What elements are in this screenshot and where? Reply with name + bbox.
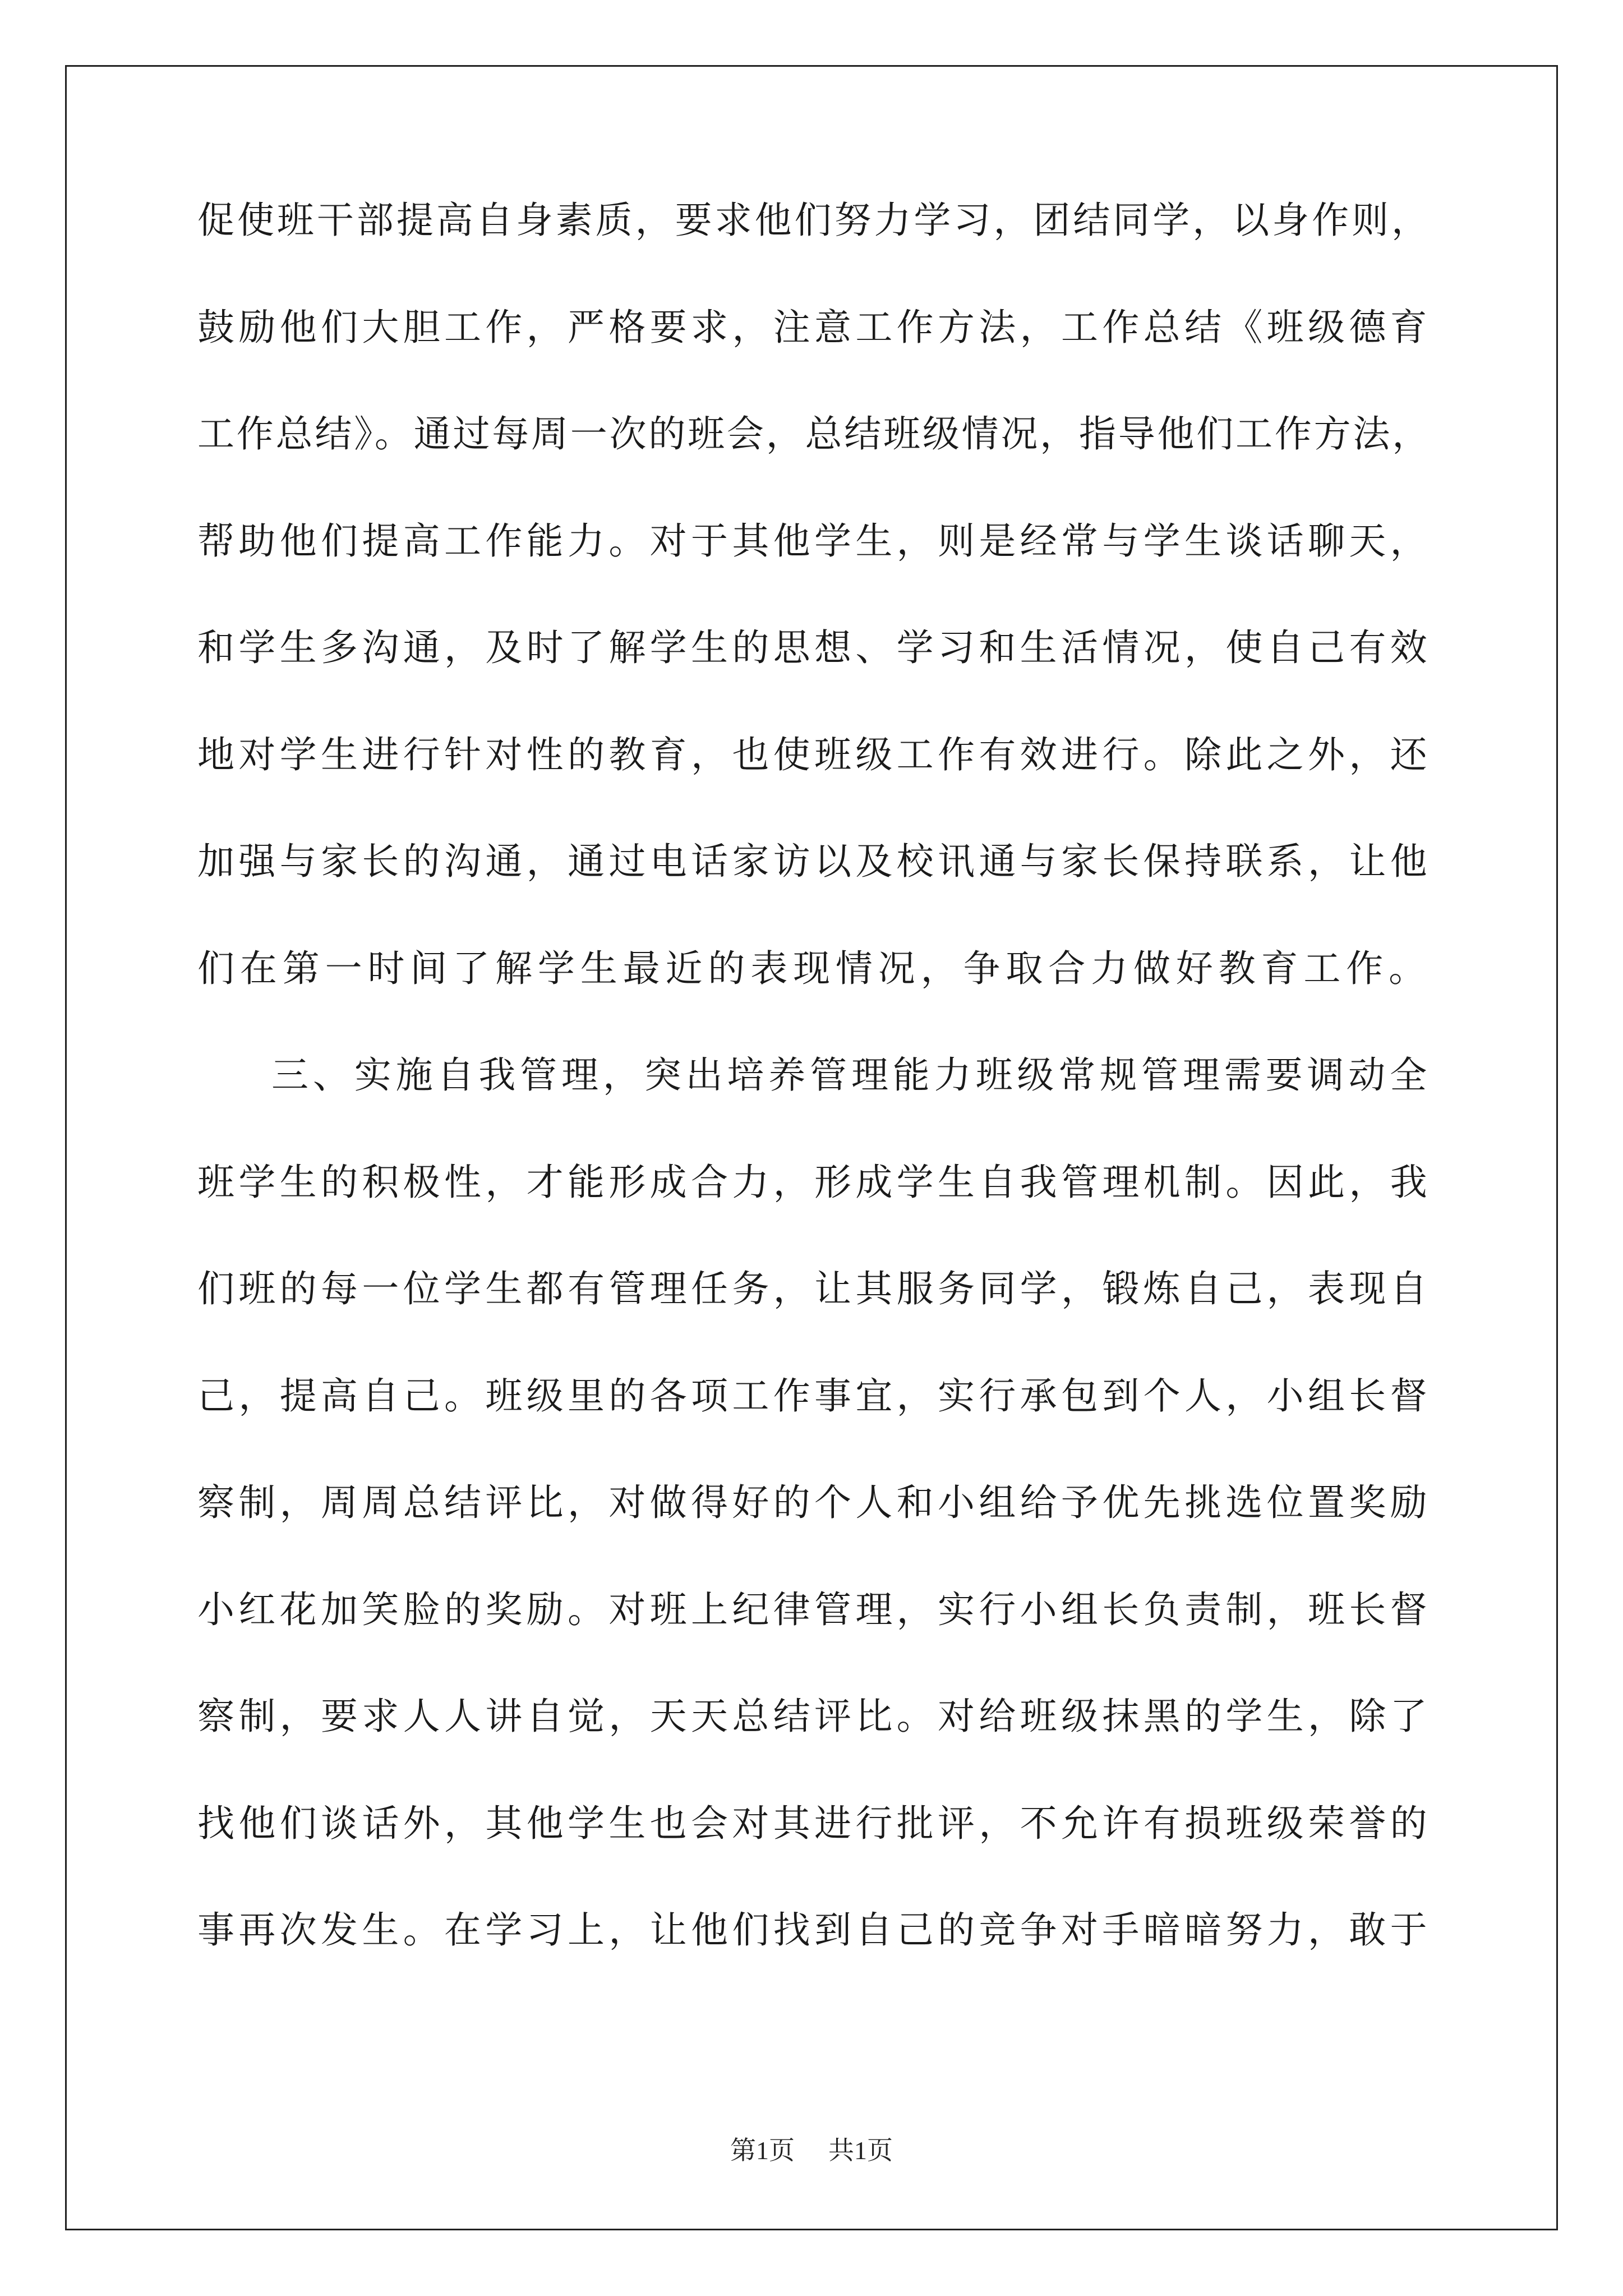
text-line-content: 鼓励他们大胆工作，严格要求，注意工作方法，工作总结《班级德育 xyxy=(197,305,1431,349)
text-line-content: 们在第一时间了解学生最近的表现情况，争取合力做好教育工作。 xyxy=(197,946,1431,990)
text-line xyxy=(197,1267,1431,1378)
text-line xyxy=(197,946,1431,1057)
text-line-content: 察制，要求人人讲自觉，天天总结评比。对给班级抹黑的学生，除了 xyxy=(197,1695,1431,1738)
text-line-content: 三、实施自我管理，突出培养管理能力班级常规管理需要调动全 xyxy=(271,1053,1431,1097)
text-line xyxy=(197,1801,1431,1912)
text-line-content: 班学生的积极性，才能形成合力，形成学生自我管理机制。因此，我 xyxy=(197,1160,1431,1204)
text-line-content: 找他们谈话外，其他学生也会对其进行批评，不允许有损班级荣誉的 xyxy=(197,1801,1431,1845)
text-line-content: 察制，周周总结评比，对做得好的个人和小组给予优先挑选位置奖励 xyxy=(197,1481,1431,1524)
text-line xyxy=(197,1053,1431,1164)
page-number-label: 第1页 xyxy=(730,2136,795,2165)
document-body xyxy=(197,199,1431,2019)
text-line xyxy=(197,1908,1431,2019)
text-line xyxy=(197,1481,1431,1591)
text-line-content: 工作总结》。通过每周一次的班会，总结班级情况，指导他们工作方法， xyxy=(197,412,1431,455)
text-line-content: 地对学生进行针对性的教育，也使班级工作有效进行。除此之外，还 xyxy=(197,733,1431,776)
text-line-content: 和学生多沟通，及时了解学生的思想、学习和生活情况，使自己有效 xyxy=(197,626,1431,669)
text-line xyxy=(197,199,1431,309)
text-line xyxy=(197,840,1431,950)
text-line-content: 己，提高自己。班级里的各项工作事宜，实行承包到个人，小组长督 xyxy=(197,1374,1431,1418)
text-line-content: 们班的每一位学生都有管理任务，让其服务同学，锻炼自己，表现自 xyxy=(197,1267,1431,1310)
text-line-content: 小红花加笑脸的奖励。对班上纪律管理，实行小组长负责制，班长督 xyxy=(197,1588,1431,1631)
text-line xyxy=(197,305,1431,416)
text-line-content: 加强与家长的沟通，通过电话家访以及校讯通与家长保持联系，让他 xyxy=(197,840,1431,883)
text-line-content: 帮助他们提高工作能力。对于其他学生，则是经常与学生谈话聊天， xyxy=(197,519,1431,563)
text-line-content: 事再次发生。在学习上，让他们找到自己的竞争对手暗暗努力，敢于 xyxy=(197,1908,1431,1952)
text-line xyxy=(197,1160,1431,1271)
page-footer xyxy=(0,2130,1623,2167)
text-line-content: 促使班干部提高自身素质，要求他们努力学习，团结同学，以身作则， xyxy=(197,199,1431,242)
text-line xyxy=(197,1374,1431,1485)
text-line xyxy=(197,519,1431,630)
page-total-label: 共1页 xyxy=(828,2136,893,2165)
text-line xyxy=(197,626,1431,737)
text-line xyxy=(197,733,1431,844)
text-line xyxy=(197,412,1431,523)
text-line xyxy=(197,1588,1431,1699)
text-line xyxy=(197,1695,1431,1805)
